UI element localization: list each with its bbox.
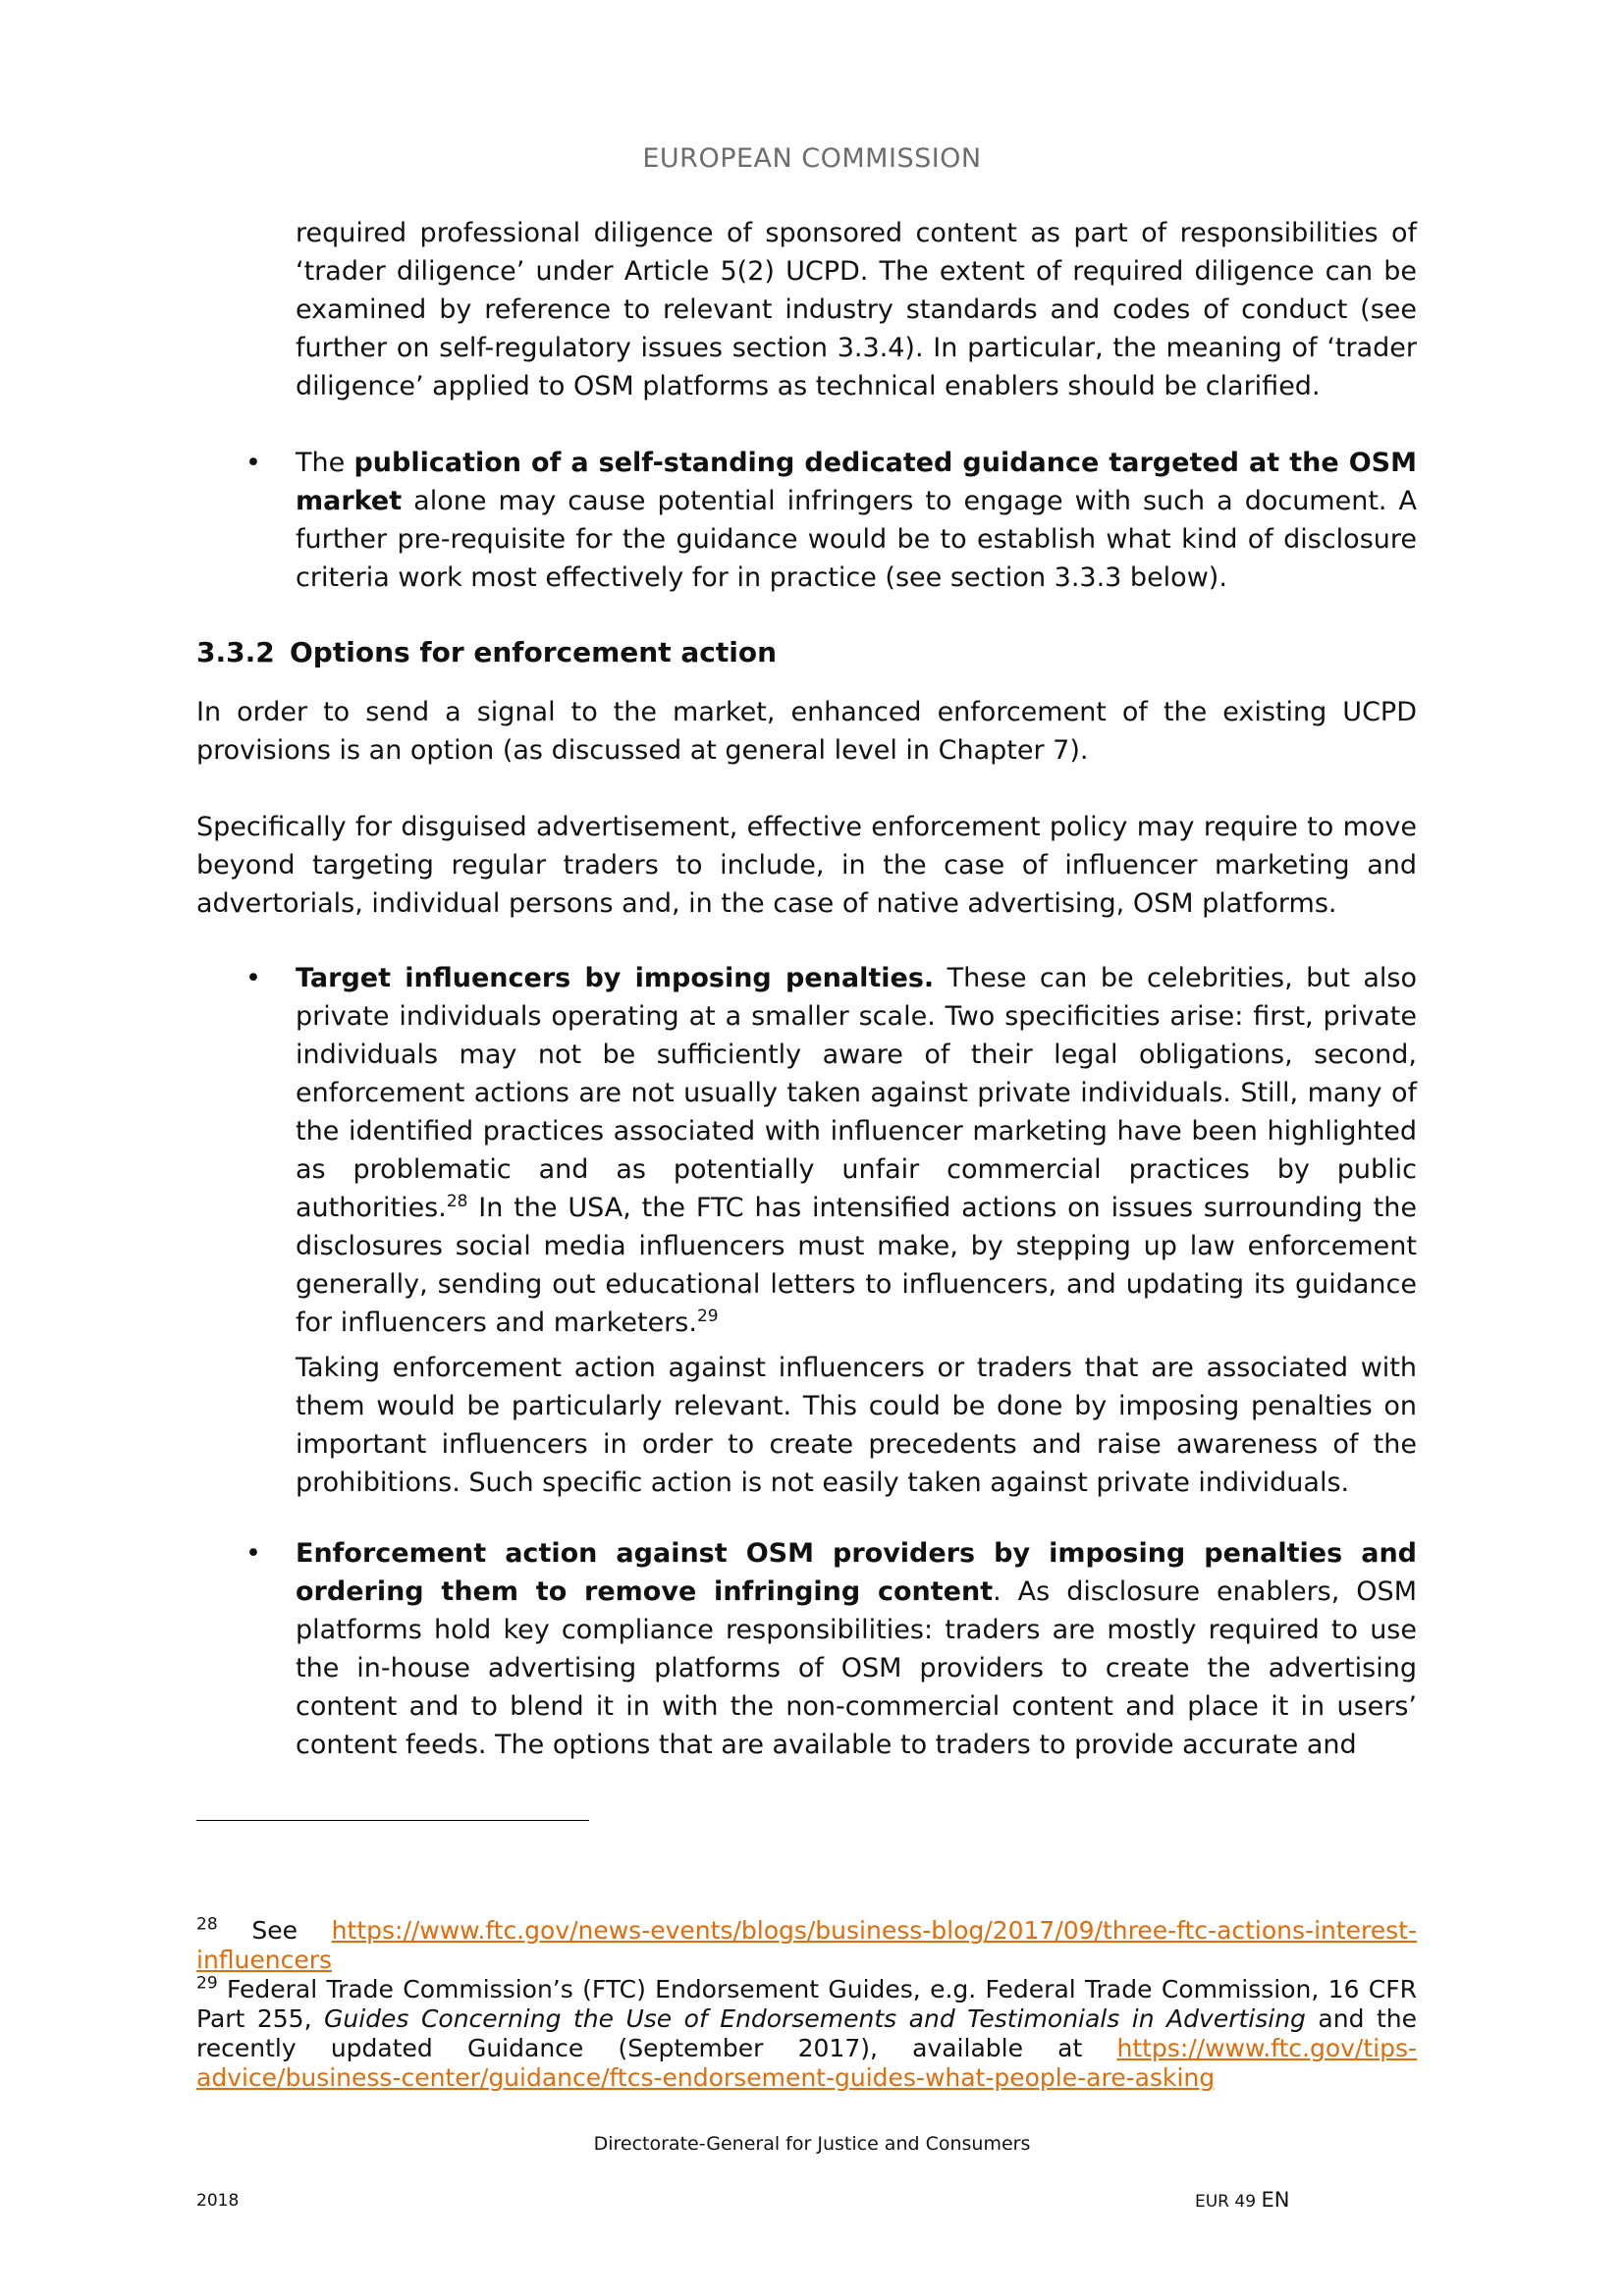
bullet-icon: • bbox=[245, 1538, 261, 1569]
bullet-publication-text: The publication of a self-standing dedicated guidance targeted at the OSM market alone may cause potential infringers to engage with such a document. A further pre-requisite for the guidance would be to establish what kind of disclosure criteria work most effectively for in practice (see section 3.3.3 below). bbox=[296, 448, 1417, 593]
footnote-29-link[interactable]: https://www.ftc.gov/tips-advice/business-center/guidance/ftcs-endorsement-guides-what-people-are-asking bbox=[196, 2034, 1417, 2092]
paragraph-signal: In order to send a signal to the market, enhanced enforcement of the existing UCPD provisions is an option (as discussed at general level in Chapter 7). bbox=[196, 697, 1417, 766]
bullet-target-bold: Target influencers by imposing penalties. bbox=[296, 963, 935, 993]
bullet-target-text: Target influencers by imposing penalties. These can be celebrities, but also private individuals operating at a smaller scale. Two specificities arise: first, private individuals may not be sufficiently aware of their legal obligations, second, enforcement actions are not usually taken against private individuals. Still, many of the identified practices associated with influencer marketing have been highlighted as problematic and as potentially unfair commercial practices by public authorities.$^{28}$ In the USA, the FTC has intensified actions on issues surrounding the disclosures social media influencers must make, by stepping up law enforcement generally, sending out educational letters to influencers, and updating its guidance for influencers and marketers.$^{29}$ bbox=[296, 963, 1417, 1338]
footer-page-number bbox=[1195, 2188, 1289, 2212]
footnote-28-link[interactable]: https://www.ftc.gov/news-events/blogs/business-blog/2017/09/three-ftc-actions-interest-influencers bbox=[196, 1916, 1417, 1974]
bullet-osm-providers bbox=[196, 1534, 1417, 1764]
continued-bullet-text: required professional diligence of sponsored content as part of responsibilities of ‘trader diligence’ under Article 5(2) UCPD. The extent of required diligence can be examined by reference to relevant industry standards and codes of conduct (see further on self-regulatory issues section 3.3.4). In particular, the meaning of ‘trader diligence’ applied to OSM platforms as technical enablers should be clarified. bbox=[296, 218, 1417, 401]
bullet-publication-guidance bbox=[196, 444, 1417, 597]
footnote-28: $^{28}$ See https://www.ftc.gov/news-events/blogs/business-blog/2017/09/three-ftc-actions-interest-influencers bbox=[196, 1914, 1417, 1974]
footer-year: 2018 bbox=[196, 2191, 240, 2211]
footnotes bbox=[196, 1916, 1417, 2093]
bullet-target-influencers bbox=[196, 959, 1417, 1502]
bullet-icon: • bbox=[245, 448, 261, 478]
page-header: EUROPEAN COMMISSION bbox=[642, 143, 982, 174]
footer-eur-number: EUR 49 bbox=[1195, 2192, 1257, 2212]
bullet-target-second-paragraph: Taking enforcement action against influencers or traders that are associated with them would be particularly relevant. This could be done by imposing penalties on important influencers in order to create precedents and raise awareness of the prohibitions. Such specific action is not easily taken against private individuals. bbox=[296, 1353, 1417, 1498]
footnote-ref-29[interactable]: 29 bbox=[696, 1307, 719, 1326]
footnote-29-italic-title: Guides Concerning the Use of Endorsements and Testimonials in Advertising bbox=[324, 2004, 1306, 2033]
section-number: 3.3.2 bbox=[196, 636, 275, 668]
paragraph-disguised-advertisement: Specifically for disguised advertisement, effective enforcement policy may require to move beyond targeting regular traders to include, in the case of influencer marketing and advertorials, individual persons and, in the case of native advertising, OSM platforms. bbox=[196, 812, 1417, 919]
footer-language: EN bbox=[1261, 2188, 1290, 2212]
footnote-29: $^{29}$ Federal Trade Commission’s (FTC) Endorsement Guides, e.g. Federal Trade Commission, 16 CFR Part 255, Guides Concerning the Use of Endorsements and Testimonials in Advertising and the recently updated Guidance (September 2017), available at https://www.ftc.gov/tips-advice/business-center/guidance/ftcs-endorsement-guides-what-people-are-asking bbox=[196, 1973, 1417, 2092]
bullet-icon: • bbox=[245, 963, 261, 993]
footnote-separator bbox=[196, 1820, 589, 1821]
footnote-ref-28[interactable]: 28 bbox=[446, 1192, 468, 1211]
section-title: Options for enforcement action bbox=[290, 636, 778, 668]
bullet-osm-bold: Enforcement action against OSM providers by imposing penalties and ordering them to remove infringing content bbox=[296, 1538, 1417, 1607]
section-heading bbox=[196, 633, 777, 671]
footnote-number-28: 28 bbox=[196, 1914, 218, 1935]
footnote-number-29: 29 bbox=[196, 1973, 218, 1994]
footer-directorate: Directorate-General for Justice and Consumers bbox=[593, 2133, 1031, 2155]
bullet-osm-text: Enforcement action against OSM providers by imposing penalties and ordering them to remove infringing content. As disclosure enablers, OSM platforms hold key compliance responsibilities: traders are mostly required to use the in-house advertising platforms of OSM providers to create the advertising content and to blend it in with the non-commercial content and place it in users’ content feeds. The options that are available to traders to provide accurate and bbox=[296, 1538, 1417, 1760]
bullet-publication-bold: publication of a self-standing dedicated guidance targeted at the OSM market bbox=[296, 448, 1417, 516]
